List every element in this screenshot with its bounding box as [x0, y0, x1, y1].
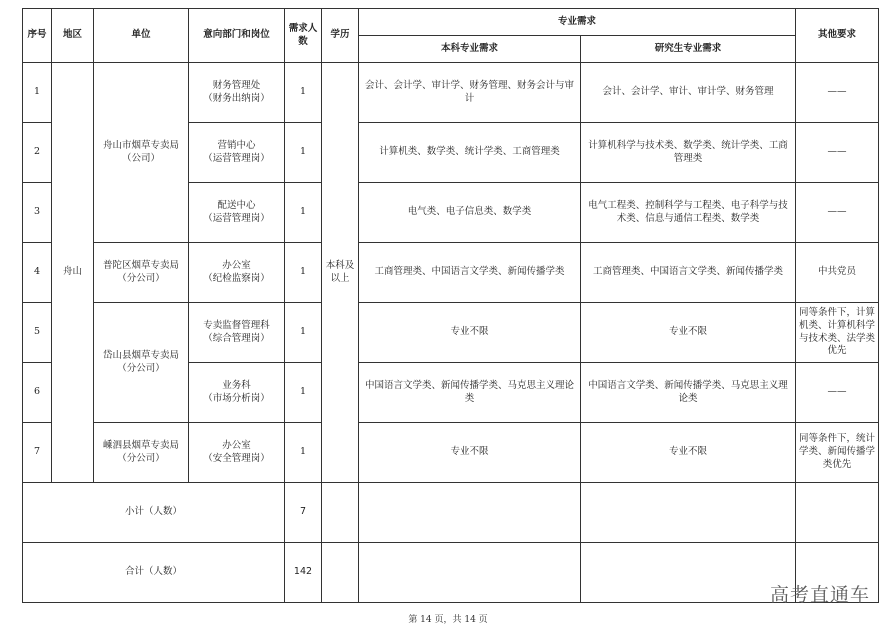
row-seq: 7	[23, 423, 52, 483]
page-footer: 第 14 页，共 14 页	[408, 615, 488, 625]
dept-name: 业务科	[222, 379, 251, 391]
count-cell: 1	[285, 183, 322, 243]
header-unit: 单位	[94, 9, 189, 63]
post-name: （市场分析岗）	[203, 392, 270, 404]
other-cell: ——	[796, 183, 879, 243]
other-cell: ——	[796, 63, 879, 123]
graduate-cell: 会计、会计学、审计、审计学、财务管理	[581, 63, 796, 123]
unit-name: 舟山市烟草专卖局	[102, 139, 179, 151]
subtotal-count: 7	[285, 483, 322, 543]
post-name: （纪检监察岗）	[203, 272, 270, 284]
subtotal-label: 小计（人数）	[23, 483, 285, 543]
empty-cell	[322, 483, 359, 543]
header-count: 需求人数	[285, 9, 322, 63]
unit-name: 嵊泗县烟草专卖局	[102, 439, 179, 451]
bachelor-cell: 中国语言文学类、新闻传播学类、马克思主义理论类	[359, 363, 581, 423]
graduate-cell: 计算机科学与技术类、数学类、统计学类、工商管理类	[581, 123, 796, 183]
unit-cell	[94, 303, 189, 423]
graduate-cell: 电气工程类、控制科学与工程类、电子科学与技术类、信息与通信工程类、数学类	[581, 183, 796, 243]
graduate-cell: 专业不限	[581, 303, 796, 363]
count-cell: 1	[285, 243, 322, 303]
total-count: 142	[285, 543, 322, 603]
bachelor-cell: 计算机类、数学类、统计学类、工商管理类	[359, 123, 581, 183]
empty-cell	[322, 543, 359, 603]
count-cell: 1	[285, 123, 322, 183]
unit-type: （分公司）	[117, 272, 165, 284]
dept-name: 营销中心	[217, 139, 256, 151]
table-row	[23, 63, 879, 123]
header-dept: 意向部门和岗位	[189, 9, 285, 63]
dept-cell	[189, 183, 285, 243]
dept-name: 办公室	[222, 259, 251, 271]
unit-cell	[94, 423, 189, 483]
post-name: （综合管理岗）	[203, 332, 270, 344]
unit-cell	[94, 243, 189, 303]
table-row	[23, 423, 879, 483]
bachelor-cell: 电气类、电子信息类、数学类	[359, 183, 581, 243]
subtotal-row	[23, 483, 879, 543]
header-region: 地区	[52, 9, 94, 63]
header-bachelor: 本科专业需求	[359, 36, 581, 63]
count-cell: 1	[285, 303, 322, 363]
header-graduate: 研究生专业需求	[581, 36, 796, 63]
table-row	[23, 303, 879, 363]
watermark: 高考直通车	[769, 584, 870, 606]
header-major: 专业需求	[359, 9, 796, 36]
dept-cell	[189, 123, 285, 183]
count-cell: 1	[285, 423, 322, 483]
dept-name: 办公室	[222, 439, 251, 451]
other-cell: 中共党员	[796, 243, 879, 303]
dept-name: 专卖监督管理科	[203, 319, 270, 331]
other-cell: ——	[796, 363, 879, 423]
dept-cell	[189, 243, 285, 303]
empty-cell	[796, 483, 879, 543]
dept-cell	[189, 363, 285, 423]
header-other: 其他要求	[796, 9, 879, 63]
unit-name: 岱山县烟草专卖局	[102, 349, 179, 361]
bachelor-cell: 会计、会计学、审计学、财务管理、财务会计与审计	[359, 63, 581, 123]
empty-cell	[359, 543, 581, 603]
row-seq: 6	[23, 363, 52, 423]
table-row	[23, 243, 879, 303]
post-name: （运营管理岗）	[203, 212, 270, 224]
graduate-cell: 工商管理类、中国语言文学类、新闻传播学类	[581, 243, 796, 303]
recruitment-table	[22, 8, 879, 603]
dept-cell	[189, 63, 285, 123]
empty-cell	[359, 483, 581, 543]
dept-cell	[189, 423, 285, 483]
unit-type: （分公司）	[117, 452, 165, 464]
row-seq: 4	[23, 243, 52, 303]
dept-name: 配送中心	[217, 199, 256, 211]
total-label: 合计（人数）	[23, 543, 285, 603]
row-seq: 2	[23, 123, 52, 183]
education-cell: 本科及以上	[322, 63, 359, 483]
empty-cell	[581, 543, 796, 603]
post-name: （运营管理岗）	[203, 152, 270, 164]
header-edu: 学历	[322, 9, 359, 63]
unit-type: （公司）	[121, 152, 160, 164]
dept-cell	[189, 303, 285, 363]
unit-name: 普陀区烟草专卖局	[102, 259, 179, 271]
unit-cell	[94, 63, 189, 243]
bachelor-cell: 专业不限	[359, 423, 581, 483]
other-cell: ——	[796, 123, 879, 183]
count-cell: 1	[285, 63, 322, 123]
empty-cell	[581, 483, 796, 543]
unit-type: （分公司）	[117, 362, 165, 374]
row-seq: 5	[23, 303, 52, 363]
count-cell: 1	[285, 363, 322, 423]
row-seq: 1	[23, 63, 52, 123]
total-row	[23, 543, 879, 603]
post-name: （财务出纳岗）	[203, 92, 270, 104]
region-cell: 舟山	[52, 63, 94, 483]
graduate-cell: 专业不限	[581, 423, 796, 483]
bachelor-cell: 工商管理类、中国语言文学类、新闻传播学类	[359, 243, 581, 303]
row-seq: 3	[23, 183, 52, 243]
other-cell: 同等条件下，计算机类、计算机科学与技术类、法学类优先	[796, 303, 879, 363]
graduate-cell: 中国语言文学类、新闻传播学类、马克思主义理论类	[581, 363, 796, 423]
dept-name: 财务管理处	[212, 79, 261, 91]
bachelor-cell: 专业不限	[359, 303, 581, 363]
header-seq: 序号	[23, 9, 52, 63]
post-name: （安全管理岗）	[203, 452, 270, 464]
other-cell: 同等条件下，统计学类、新闻传播学类优先	[796, 423, 879, 483]
